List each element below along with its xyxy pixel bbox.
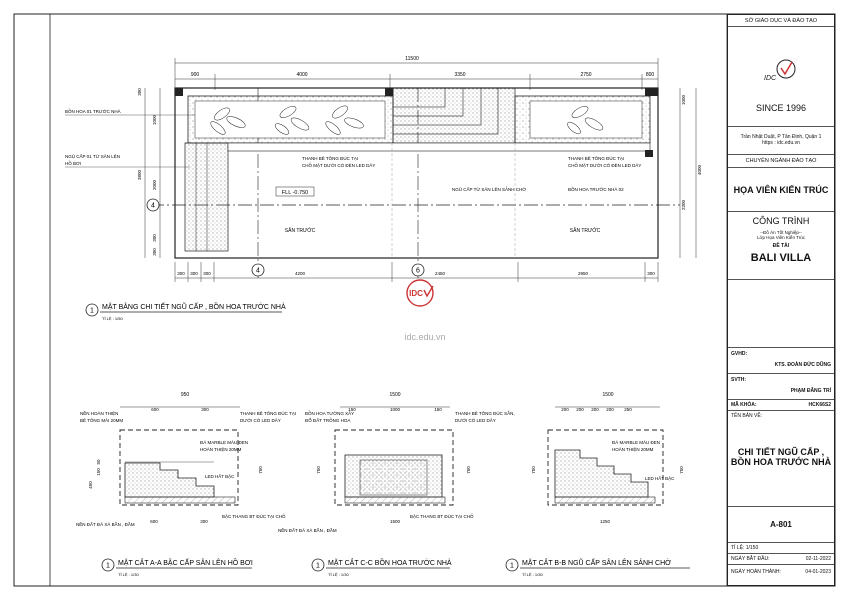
grid-left-label: 4 bbox=[151, 202, 155, 210]
tb-since: SINCE 1996 bbox=[755, 103, 807, 113]
steps-pool bbox=[185, 143, 228, 251]
section-b-bottom-dim: 1250 bbox=[599, 519, 611, 524]
plan-scale: TỈ LỆ : 1/50 bbox=[102, 316, 123, 321]
section-a-top-total: 950 bbox=[180, 392, 190, 398]
section-b-top-dim: 200 bbox=[561, 407, 569, 412]
note: BÊ TÔNG MÀI 20MM bbox=[80, 418, 124, 423]
plan-bottom-dim: 300 bbox=[203, 271, 211, 276]
note: DƯỚI CÓ LED DÂY bbox=[240, 418, 281, 423]
section-c-top-dim: 150 bbox=[348, 407, 356, 412]
note: LED HẮT BẬC bbox=[205, 474, 235, 479]
plan-bottom-dim: 2950 bbox=[577, 271, 589, 276]
note: NGŨ CẤP 01 TỪ SÂN LÊN bbox=[65, 154, 120, 159]
section-c-top-total: 1500 bbox=[389, 392, 401, 398]
watermark-logo-text: IDC bbox=[409, 289, 423, 298]
section-a-top-dim: 600 bbox=[151, 407, 159, 412]
note: ĐÁ MARBLE MÀU ĐEN bbox=[200, 440, 249, 445]
section-b-scale: TỈ LỆ : 1/30 bbox=[522, 572, 543, 577]
tb-project-line2: Lớp Họa Viên Kiến Trúc bbox=[757, 235, 805, 240]
section-c-number: 1 bbox=[316, 562, 320, 570]
section-c-top-dim: 1000 bbox=[389, 407, 401, 412]
section-c-title: MẶT CẮT C-C BỒN HOA TRƯỚC NHÀ bbox=[328, 560, 452, 567]
tb-topic: BALI VILLA bbox=[750, 252, 812, 264]
concrete-strip bbox=[228, 143, 650, 151]
plan-left-dim: 1000 bbox=[152, 114, 157, 126]
tb-logo-area bbox=[728, 27, 834, 127]
plan-bottom-dim: 2450 bbox=[434, 271, 446, 276]
note: CHỖ MẶT DƯỚI CÓ ĐÈN LED DÂY bbox=[302, 163, 376, 168]
title-block bbox=[727, 14, 835, 586]
section-b-b bbox=[506, 392, 690, 577]
tb-website: https : idc.edu.vn bbox=[762, 140, 800, 146]
tb-sheet: A-801 bbox=[728, 507, 834, 543]
tb-address: Trần Nhật Duật, P Tân Định, Quận 1 bbox=[740, 134, 822, 140]
grid-bottom-label: 4 bbox=[256, 267, 260, 275]
section-b-top-dim: 200 bbox=[576, 407, 584, 412]
tb-project-block bbox=[728, 212, 834, 280]
idc-logo-text: IDC bbox=[764, 75, 777, 82]
section-a-left-dim: 50 bbox=[96, 459, 101, 465]
tb-drawing: TÊN BẢN VẼ: CHI TIẾT NGŨ CẤP , BỒN HOA TRƯỚC NHÀ bbox=[728, 411, 834, 507]
note: CHỖ MẶT DƯỚI CÓ ĐÈN LED DÂY bbox=[568, 163, 642, 168]
note: THANH BÊ TÔNG ĐÚC TẠI bbox=[568, 156, 625, 161]
section-a-right-dim: 750 bbox=[258, 466, 263, 474]
section-a-top-dim: 300 bbox=[201, 407, 209, 412]
grid-bottom-label: 6 bbox=[416, 267, 420, 275]
tb-blank bbox=[728, 280, 834, 348]
tb-major: HỌA VIÊN KIẾN TRÚC bbox=[728, 168, 834, 212]
section-a-bottom-dim: 300 bbox=[200, 519, 208, 524]
plan-bottom-dim: 300 bbox=[190, 271, 198, 276]
section-a-number: 1 bbox=[106, 562, 110, 570]
plan-top-dim: 2750 bbox=[580, 72, 592, 78]
steps-hall bbox=[393, 88, 515, 143]
note: DƯỚI CÓ LED DÂY bbox=[455, 418, 496, 423]
plan-left-dim: 300 bbox=[152, 248, 157, 256]
tb-dept: SỞ GIÁO DỤC VÀ ĐÀO TẠO bbox=[728, 15, 834, 27]
yard-label: SÂN TRƯỚC bbox=[284, 228, 316, 234]
note: HOÀN THIỆN 20MM bbox=[612, 447, 654, 452]
tb-scale: TỈ LỆ: 1/150 bbox=[728, 543, 834, 554]
plan-top-dim: 800 bbox=[645, 72, 655, 78]
watermark-logo bbox=[407, 280, 433, 306]
section-b-top-dim: 250 bbox=[624, 407, 632, 412]
note: ĐÁ MARBLE MÀU ĐEN bbox=[612, 440, 661, 445]
note: HOÀN THIỆN 20MM bbox=[200, 447, 242, 452]
section-b-right-dim: 750 bbox=[679, 466, 684, 474]
plan-bottom-dim: 4200 bbox=[294, 271, 306, 276]
section-a-left-dim: 450 bbox=[88, 481, 93, 489]
note: BỒN HOA TƯỜNG XÂY bbox=[305, 411, 355, 416]
plan-left-dim: 2000 bbox=[152, 179, 157, 191]
tb-end: NGÀY HOÀN THÀNH: 04-01-2023 bbox=[731, 569, 831, 575]
section-b-top-total: 1500 bbox=[602, 392, 614, 398]
note: ĐỔ ĐẤT TRỒNG HOA bbox=[305, 418, 351, 423]
note: HỒ BƠI bbox=[65, 161, 82, 166]
tb-project-line1: --Đồ Án Tốt Nghiệp-- bbox=[760, 230, 802, 235]
note: NGŨ CẤP TỪ SÂN LÊN SẢNH CHỜ bbox=[452, 187, 527, 192]
plan-top-dim: 4000 bbox=[296, 72, 308, 78]
plan-view bbox=[65, 56, 702, 321]
tb-topic-label: ĐỀ TÀI bbox=[772, 243, 790, 249]
section-c-c bbox=[240, 392, 515, 577]
note: NỀN HOÀN THIỆN bbox=[80, 411, 119, 416]
tb-course: MÃ KHÓA: HCK66S2 bbox=[728, 400, 834, 411]
tb-program: CHUYÊN NGÀNH ĐÀO TẠO bbox=[728, 155, 834, 168]
section-b-title: MẶT CẮT B-B NGŨ CẤP SÂN LÊN SẢNH CHỜ bbox=[522, 560, 672, 567]
section-b-top-dim: 200 bbox=[591, 407, 599, 412]
plan-right-dim: 1000 bbox=[681, 94, 686, 106]
plan-top-dim: 3350 bbox=[454, 72, 466, 78]
tb-gvhd: GVHD: KTS. ĐOÀN ĐỨC DŨNG bbox=[728, 348, 834, 374]
plan-title: MẶT BẰNG CHI TIẾT NGŨ CẤP , BỒN HOA TRƯỚC NHÀ bbox=[102, 304, 286, 311]
note: BỒN HOA 01 TRƯỚC NHÀ bbox=[65, 109, 121, 114]
plan-top-total: 11500 bbox=[405, 56, 419, 62]
yard-label: SÂN TRƯỚC bbox=[569, 228, 601, 234]
section-a-scale: TỈ LỆ : 1/30 bbox=[118, 572, 139, 577]
plan-left-dim: 3800 bbox=[137, 169, 142, 181]
tb-svth: SVTH: PHẠM ĐĂNG TRÍ bbox=[728, 374, 834, 400]
plan-left-dim: 300 bbox=[152, 234, 157, 242]
note: THANH BÊ TÔNG ĐÚC TẠI bbox=[302, 156, 359, 161]
note: LED HẮT BẬC bbox=[645, 476, 675, 481]
section-c-top-dim: 150 bbox=[434, 407, 442, 412]
section-c-right-dim: 750 bbox=[466, 466, 471, 474]
plan-title-number: 1 bbox=[90, 307, 94, 315]
tb-project-label: CÔNG TRÌNH bbox=[752, 216, 810, 226]
section-c-bottom-dim: 1500 bbox=[389, 519, 401, 524]
section-a-left-dim: 150 bbox=[96, 468, 101, 476]
plan-right-dim: 2300 bbox=[681, 199, 686, 211]
section-b-number: 1 bbox=[510, 562, 514, 570]
note: BỒN HOA TRƯỚC NHÀ 02 bbox=[568, 187, 624, 192]
note: BẬC THANG BT ĐÚC TẠI CHỖ bbox=[410, 514, 474, 519]
watermark-text: idc.edu.vn bbox=[404, 332, 446, 342]
section-a-title: MẶT CẮT A-A BẬC CẤP SÂN LÊN HỒ BƠI bbox=[118, 560, 253, 567]
tb-address-block bbox=[728, 127, 834, 155]
note: BẬC THANG BT ĐÚC TẠI CHỖ bbox=[222, 514, 286, 519]
note: NỀN ĐẤT ĐÃ XÀ BẦN , ĐẦM bbox=[76, 522, 135, 527]
plan-right-dim: 4000 bbox=[697, 164, 702, 176]
plan-left-dim: 300 bbox=[137, 88, 142, 96]
note: THANH BÊ TÔNG ĐÚC TẠI bbox=[240, 411, 297, 416]
plan-top-dim: 900 bbox=[190, 72, 200, 78]
tb-drawing-name: CHI TIẾT NGŨ CẤP , BỒN HOA TRƯỚC NHÀ bbox=[730, 447, 832, 467]
note: NỀN ĐẤT ĐÃ XÀ BẦN , ĐẦM bbox=[278, 528, 337, 533]
tb-start: NGÀY BẮT ĐẦU: 02-11-2022 bbox=[728, 554, 834, 565]
section-b-left-dim: 750 bbox=[531, 466, 536, 474]
plan-level: FLL -0.750 bbox=[281, 190, 309, 196]
section-b-top-dim: 200 bbox=[606, 407, 614, 412]
plan-bottom-dim: 300 bbox=[177, 271, 185, 276]
section-c-scale: TỈ LỆ : 1/30 bbox=[328, 572, 349, 577]
note: THANH BÊ TÔNG ĐÚC SẴN, bbox=[455, 411, 515, 416]
plan-bottom-dim: 300 bbox=[647, 271, 655, 276]
idc-logo bbox=[766, 57, 798, 87]
section-c-left-dim: 750 bbox=[316, 466, 321, 474]
section-a-bottom-dim: 600 bbox=[150, 519, 158, 524]
